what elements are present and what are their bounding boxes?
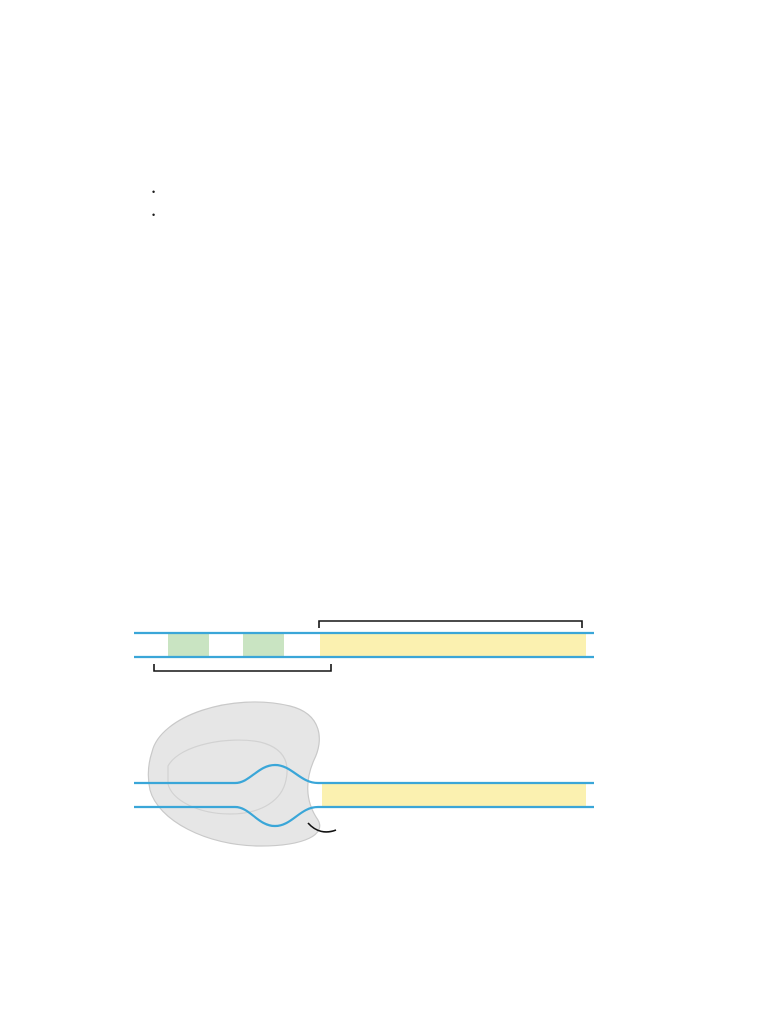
transcribed-region-fill: [320, 634, 586, 656]
recognition-site-2: [243, 634, 284, 656]
dna-promoter-diagram: [134, 621, 594, 671]
transcribed-region-fill-bottom: [322, 784, 586, 806]
rna-polymerase-shape: [148, 702, 319, 846]
recognition-site-1: [168, 634, 209, 656]
rna-polymerase-diagram: [134, 702, 594, 846]
transcribed-region-bracket: [319, 621, 582, 628]
promoter-bracket: [154, 664, 331, 671]
